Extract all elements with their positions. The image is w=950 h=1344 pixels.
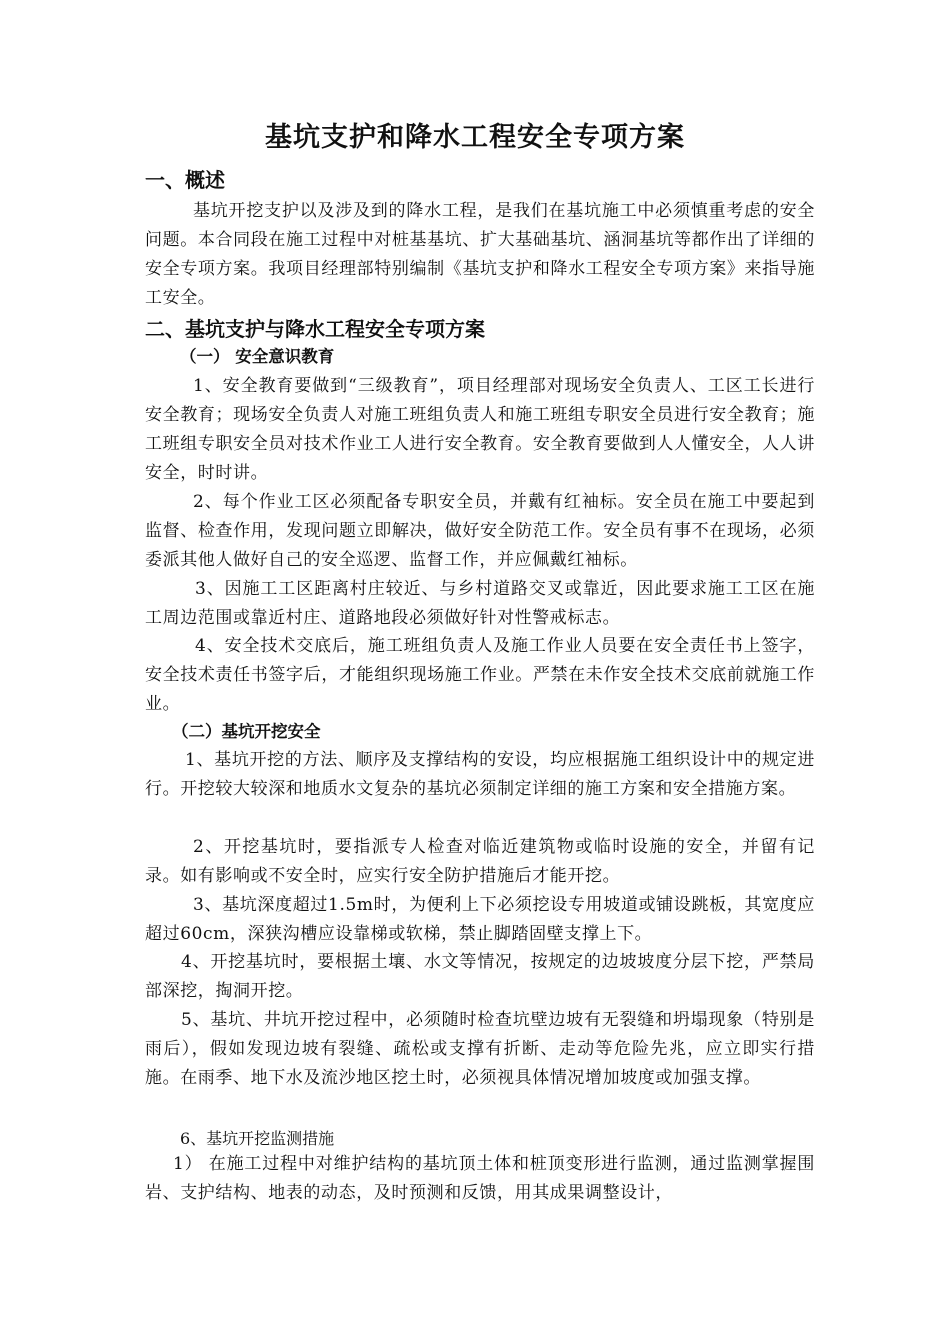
excavation-item-5: 5、基坑、井坑开挖过程中，必须随时检查坑壁边坡有无裂缝和坍塌现象（特别是雨后），假如发现边坡有裂缝、疏松或支撑有折断、走动等危险先兆，应立即实行措施。在雨季、地下水及流沙地区挖土时，必须视具体情况增加坡度或加强支撑。 [145,1010,815,1088]
excavation-item-1: 1、基坑开挖的方法、顺序及支撑结构的安设，均应根据施工组织设计中的规定进行。开挖较大较深和地质水文复杂的基坑必须制定详细的施工方案和安全措施方案。 [145,750,815,799]
document-title: 基坑支护和降水工程安全专项方案 [265,122,685,153]
excavation-item-4: 4、开挖基坑时，要根据土壤、水文等情况，按规定的边坡坡度分层下挖，严禁局部深挖，掏洞开挖。 [145,952,815,1001]
excavation-item-6-sub-1: 1） 在施工过程中对维护结构的基坑顶土体和桩顶变形进行监测，通过监测掌握围岩、支护结构、地表的动态，及时预测和反馈，用其成果调整设计， [145,1154,815,1203]
education-item-2: 2、每个作业工区必须配备专职安全员，并戴有红袖标。安全员在施工中要起到监督、检查作用，发现问题立即解决，做好安全防范工作。安全员有事不在现场，必须委派其他人做好自己的安全巡逻、监督工作，并应佩戴红袖标。 [145,492,815,570]
section-heading-plan: 二、基坑支护与降水工程安全专项方案 [145,317,485,341]
education-item-1: 1、安全教育要做到“三级教育”，项目经理部对现场安全负责人、工区工长进行安全教育；现场安全负责人对施工班组负责人和施工班组专职安全员进行安全教育；施工班组专职安全员对技术作业工人进行安全教育。安全教育要做到人人懂安全，人人讲安全，时时讲。 [145,376,815,483]
excavation-item-3: 3、基坑深度超过1.5m时，为便利上下必须挖设专用坡道或铺设跳板，其宽度应超过60cm，深狭沟槽应设靠梯或软梯，禁止脚踏固壁支撑上下。 [145,895,815,944]
overview-paragraph: 基坑开挖支护以及涉及到的降水工程，是我们在基坑施工中必须慎重考虑的安全问题。本合同段在施工过程中对桩基基坑、扩大基础基坑、涵洞基坑等都作出了详细的安全专项方案。我项目经理部特别编制《基坑支护和降水工程安全专项方案》来指导施工安全。 [145,201,815,308]
excavation-item-6-heading: 6、基坑开挖监测措施 [180,1129,335,1148]
subheading-safety-education: （一） 安全意识教育 [180,347,335,366]
education-item-4: 4、安全技术交底后，施工班组负责人及施工作业人员要在安全责任书上签字，安全技术责任书签字后，才能组织现场施工作业。严禁在未作安全技术交底前就施工作业。 [145,636,815,714]
excavation-item-2: 2、开挖基坑时，要指派专人检查对临近建筑物或临时设施的安全，并留有记录。如有影响或不安全时，应实行安全防护措施后才能开挖。 [145,837,815,886]
education-item-3: 3、因施工工区距离村庄较近、与乡村道路交叉或靠近，因此要求施工工区在施工周边范围或靠近村庄、道路地段必须做好针对性警戒标志。 [145,579,815,628]
subheading-excavation-safety: （二）基坑开挖安全 [172,722,321,741]
section-heading-overview: 一、概述 [145,168,225,192]
